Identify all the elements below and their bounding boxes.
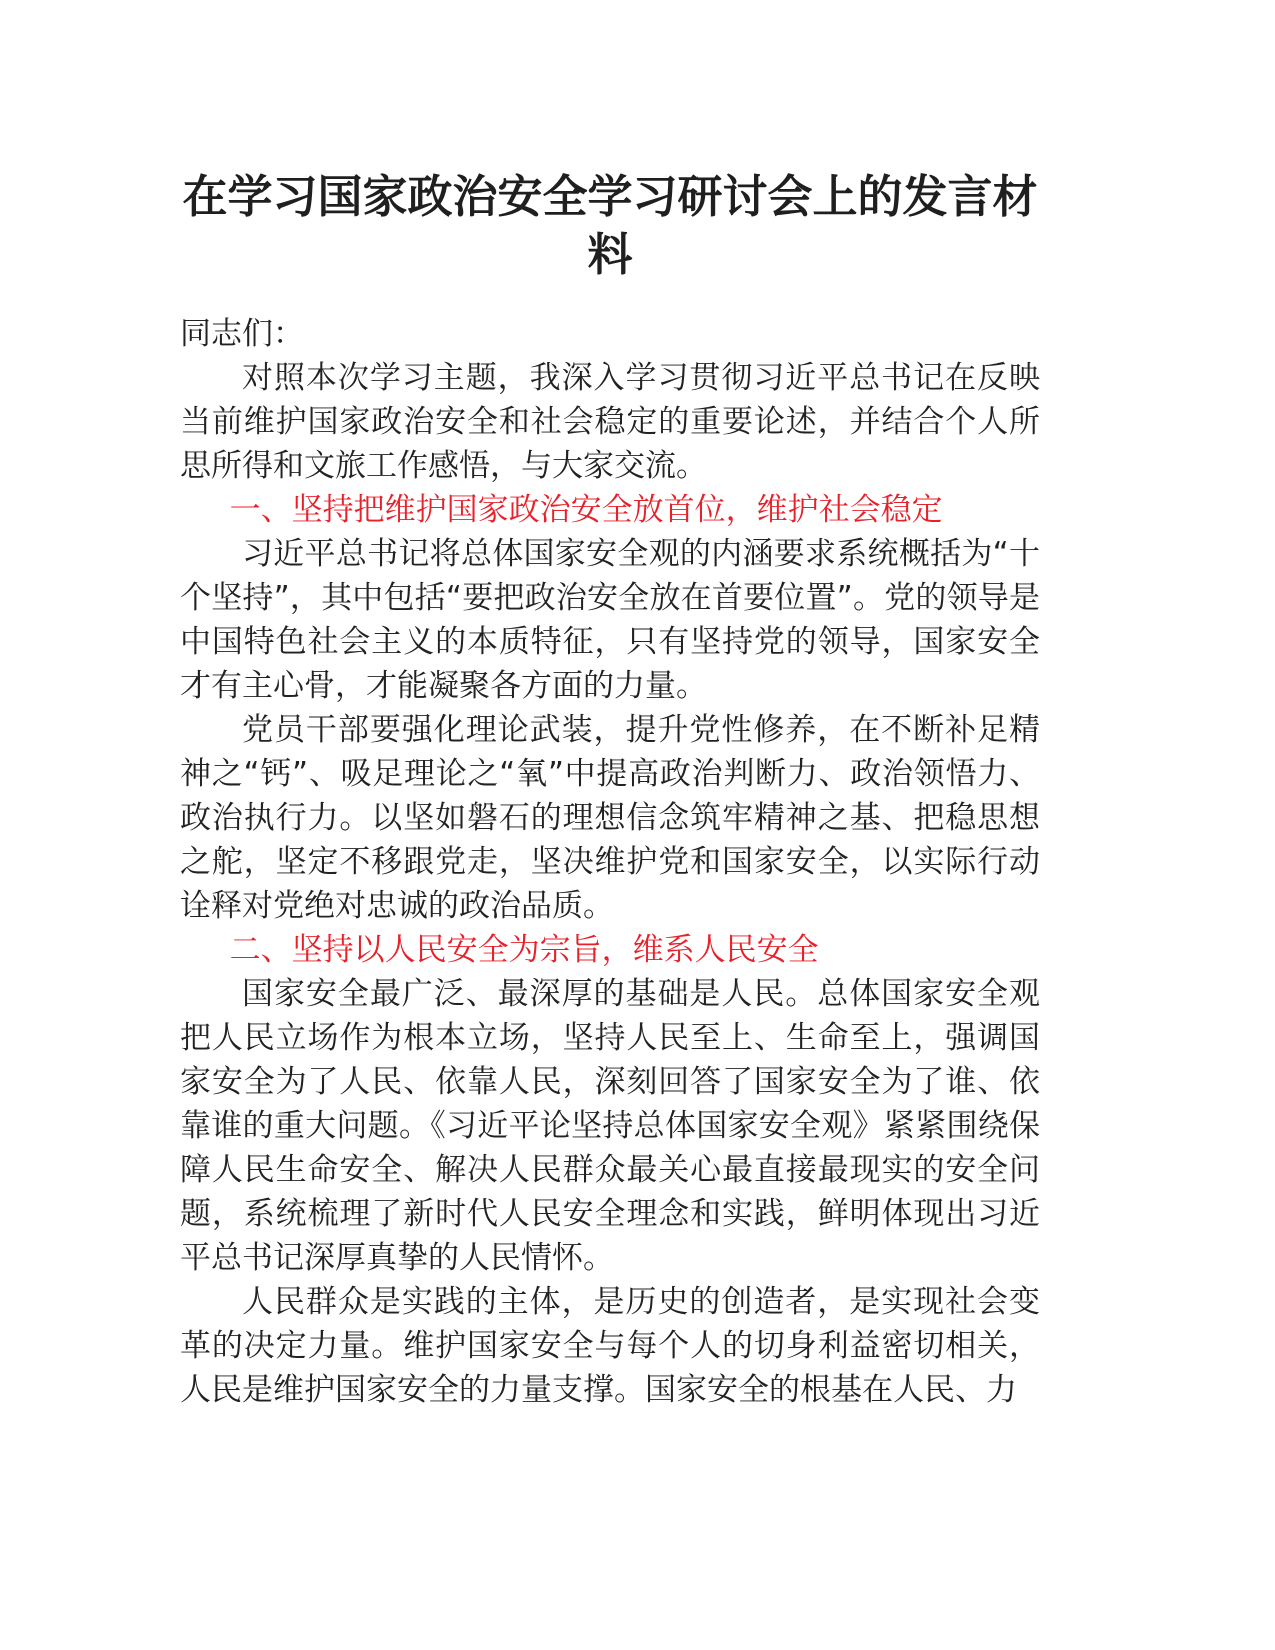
salutation: 同志们：: [180, 316, 304, 352]
section-heading-2: 二、坚持以人民安全为宗旨，维系人民安全: [229, 932, 819, 968]
paragraph-2b: 人民群众是实践的主体，是历史的创造者，是实现社会变革的决定力量。维护国家安全与每个人的切身利益密切相关，人民是维护国家安全的力量支撑。国家安全的根基在人民、力: [180, 1284, 1040, 1408]
section-heading-1: 一、坚持把维护国家政治安全放首位，维护社会稳定: [229, 492, 943, 528]
document-body: [180, 312, 1040, 1412]
document-title: 在学习国家政治安全学习研讨会上的发言材料: [182, 170, 1038, 281]
paragraph-1b: 党员干部要强化理论武装，提升党性修养，在不断补足精神之“钙”、吸足理论之“氧”中提高政治判断力、政治领悟力、政治执行力。以坚如磐石的理想信念筑牢精神之基、把稳思想之舵，坚定不移跟党走，坚决维护党和国家安全，以实际行动诠释对党绝对忠诚的政治品质。: [180, 712, 1040, 924]
paragraph-2a: 国家安全最广泛、最深厚的基础是人民。总体国家安全观把人民立场作为根本立场，坚持人民至上、生命至上，强调国家安全为了人民、依靠人民，深刻回答了国家安全为了谁、依靠谁的重大问题。《习近平论坚持总体国家安全观》紧紧围绕保障人民生命安全、解决人民群众最关心最直接最现实的安全问题，系统梳理了新时代人民安全理念和实践，鲜明体现出习近平总书记深厚真挚的人民情怀。: [180, 976, 1040, 1276]
paragraph-1a: 习近平总书记将总体国家安全观的内涵要求系统概括为“十个坚持”，其中包括“要把政治安全放在首要位置”。党的领导是中国特色社会主义的本质特征，只有坚持党的领导，国家安全才有主心骨，才能凝聚各方面的力量。: [180, 536, 1040, 704]
paragraph-intro: 对照本次学习主题，我深入学习贯彻习近平总书记在反映当前维护国家政治安全和社会稳定的重要论述，并结合个人所思所得和文旅工作感悟，与大家交流。: [180, 360, 1040, 484]
document-page: [180, 168, 1040, 1412]
